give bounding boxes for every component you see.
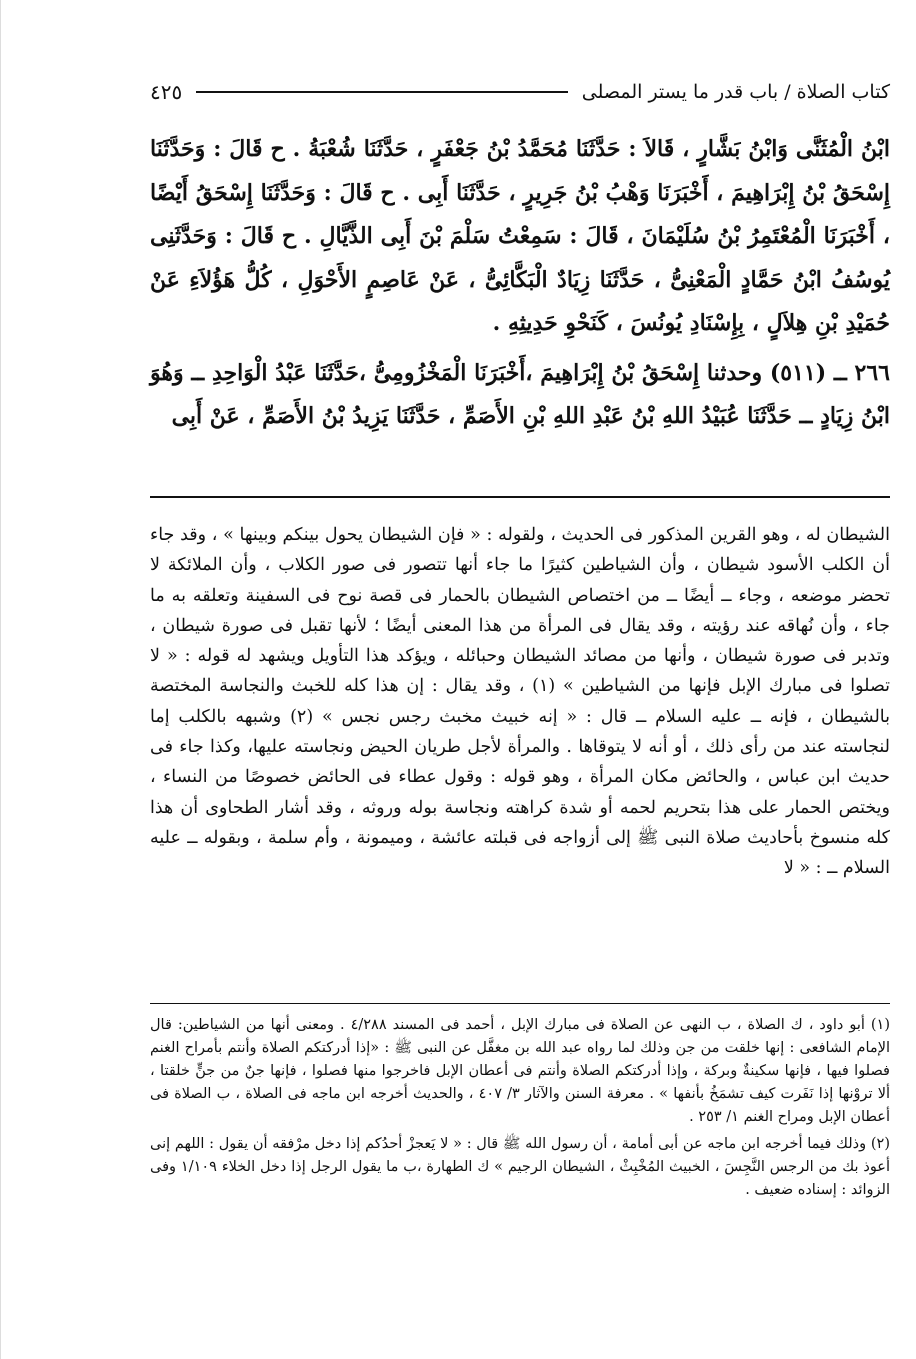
footnotes	[150, 1014, 890, 1202]
header-rule	[196, 91, 568, 93]
section-divider	[150, 496, 890, 498]
hadith-paragraph: ٢٦٦ ــ (٥١١) وحدثنا إِسْحَقُ بْنُ إِبْرَاهِيمَ ،أَخْبَرَنَا الْمَخْزُومِىُّ ،حَدَّثَنَا عَبْدُ الْوَاحِدِ ــ وَهُوَ ابْنُ زِيَادٍ ــ حَدَّثَنَا عُبَيْدُ اللهِ بْنُ عَبْدِ اللهِ بْنِ الأَصَمِّ ، حَدَّثَنَا يَزِيدُ بْنُ الأَصَمِّ ، عَنْ أَبِى	[150, 359, 890, 429]
page-number: ٤٢٥	[150, 80, 183, 104]
hadith-paragraph: ابْنُ الْمُثَنَّى وَابْنُ بَشَّارٍ ، قَالاَ : حَدَّثَنَا مُحَمَّدُ بْنُ جَعْفَرٍ ، حَدَّثَنَا شُعْبَةُ . ح قَالَ : وَحَدَّثَنَا إِسْحَقُ بْنُ إِبْرَاهِيمَ ، أَخْبَرَنَا وَهْبُ بْنُ جَرِيرٍ ، حَدَّثَنَا أَبِى . ح قَالَ : وَحَدَّثَنَا إِسْحَقُ أَيْضًا ، أَخْبَرَنَا الْمُعْتَمِرُ بْنُ سُلَيْمَانَ ، قَالَ : سَمِعْتُ سَلْمَ بْنَ أَبِى الذَّيَّالِ . ح قَالَ : وَحَدَّثَنِى يُوسُفُ ابْنُ حَمَّادٍ الْمَعْنِىُّ ، حَدَّثَنَا زِيَادٌ الْبَكَّائِىُّ ، عَنْ عَاصِمٍ الأَحْوَلِ ، كُلُّ هَؤُلاَءِ عَنْ حُمَيْدِ بْنِ هِلاَلٍ ، بِإِسْنَادِ يُونُسَ ، كَنَحْوِ حَدِيثِهِ .	[150, 136, 890, 336]
running-title: كتاب الصلاة / باب قدر ما يستر المصلى	[581, 81, 890, 103]
running-header	[150, 72, 890, 112]
commentary-paragraph: الشيطان له ، وهو القرين المذكور فى الحديث ، ولقوله : « فإن الشيطان يحول بينكم وبينها » ، وقد جاء أن الكلب الأسود شيطان ، وأن الشياطين كثيرًا ما جاء أنها تتصور فى صور الكلاب ، وأن الملائكة لا تحضر موضعه ، وجاء ــ أيضًا ــ من اختصاص الشيطان بالحمار فى قصة نوح فى السفينة وتعلقه به ما جاء ، وأن نُهاقه عند رؤيته ، وقد يقال فى المرأة من هذا المعنى أيضًا ؛ لأنها تقبل فى صورة شيطان ، وتدبر فى صورة شيطان ، وأنها من مصائد الشيطان وحبائله ، ويؤكد هذا التأويل ويشهد له قوله : « لا تصلوا فى مبارك الإبل فإنها من الشياطين » (١) ، وقد يقال : إن هذا كله للخبث والنجاسة المختصة بالشيطان ، فإنه ــ عليه السلام ــ قال : « إنه خبيث مخبث رجس نجس » (٢) وشبهه بالكلب إما لنجاسته عند من رأى ذلك ، أو أنه لا يتوقاها . والمرأة لأجل طريان الحيض ونجاسته عليها، وكذا جاء فى حديث ابن عباس ، والحائض مكان المرأة ، وهو قوله : وقول عطاء فى الحائض خصوصًا من النساء ، ويختص الحمار على هذا بتحريم لحمه أو شدة كراهته ونجاسة بوله وروثه ، وقد أشار الطحاوى أن هذا كله منسوخ بأحاديث صلاة النبى ﷺ إلى أزواجه فى قبلته عائشة ، وميمونة ، وأم سلمة ، وبقوله ــ عليه السلام ــ : « لا	[150, 525, 891, 879]
page-edge	[0, 0, 1, 1359]
hadith-text	[150, 128, 890, 439]
footnote-divider	[150, 1003, 890, 1004]
footnote-1: (١) أبو داود ، ك الصلاة ، ب النهى عن الصلاة فى مبارك الإبل ، أحمد فى المسند ٤/٢٨٨ . ومعنى أنها من الشياطين: قال الإمام الشافعى : إنها خلقت من جن وذلك لما رواه عبد الله بن مغفَّل عن النبى ﷺ : «إذا أدركتكم الصلاة وأنتم بأمراح الغنم فصلوا فيها ، فإنها سكينةٌ وبركة ، وإذا أدركتكم الصلاة وأنتم فى أعطان الإبل فاخرجوا منها فصلوا ، فإنها جنٌ من جنٍّ خلقتا ، ألا تروْنها إذا نَفَرت كيف تشمَخُ بأنفها » . معرفة السنن والآثار ٣/ ٤٠٧ ، والحديث أخرجه ابن ماجه فى الصلاة ، ب الصلاة فى أعطان الإبل ومراح الغنم ١/ ٢٥٣ .	[150, 1017, 890, 1125]
footnote-2: (٢) وذلك فيما أخرجه ابن ماجه عن أبى أمامة ، أن رسول الله ﷺ قال : « لا يَعجزْ أحدُكم إذا دخل مرْفقه أن يقول : اللهم إنى أعوذ بك من الرجس النَّجِسَ ، الخبيث المُخْبِثْ ، الشيطان الرجيم » ك الطهارة ،ب ما يقول الرجل إذا دخل الخلاء ١/١٠٩ وفى الزوائد : إسناده ضعيف .	[150, 1136, 890, 1198]
commentary-text	[150, 520, 890, 884]
